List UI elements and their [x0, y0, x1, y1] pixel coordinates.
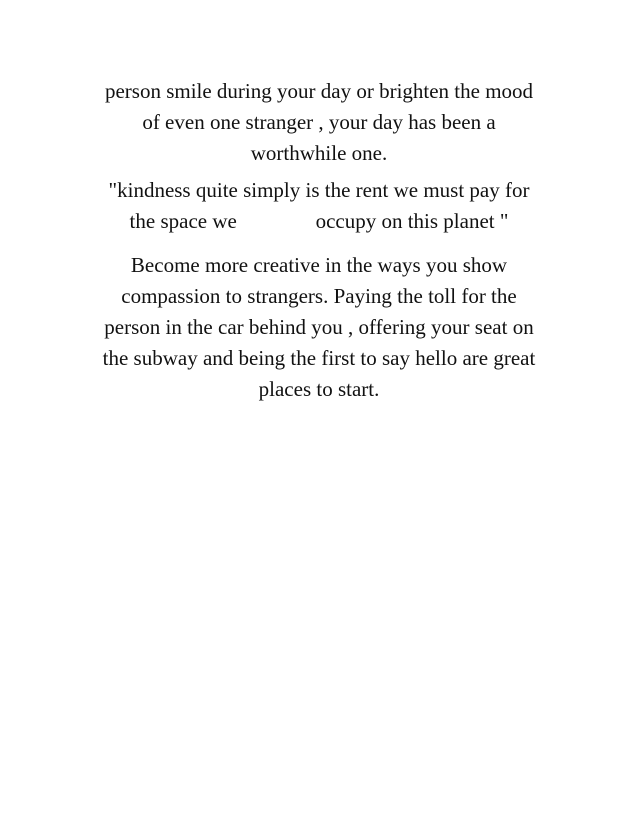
paragraph-1 — [40, 76, 598, 169]
text-line: person in the car behind you , offering your seat on — [104, 315, 534, 339]
text-line: person smile during your day or brighten the mood — [104, 79, 534, 103]
text-line: "kindness quite simply is the rent we must pay for — [108, 178, 530, 202]
text-line: worthwhile one. — [250, 141, 388, 165]
text-line: Become more creative in the ways you show — [130, 253, 508, 277]
paragraph-3 — [40, 250, 598, 405]
text-line: of even one stranger , your day has been a — [142, 110, 496, 134]
text-line: compassion to strangers. Paying the toll for the — [121, 284, 517, 308]
quote-paragraph — [40, 175, 598, 237]
text-line: places to start. — [258, 377, 380, 401]
text-line: the space we occupy on this planet " — [129, 209, 509, 233]
text-line: the subway and being the first to say hello are great — [102, 346, 536, 370]
